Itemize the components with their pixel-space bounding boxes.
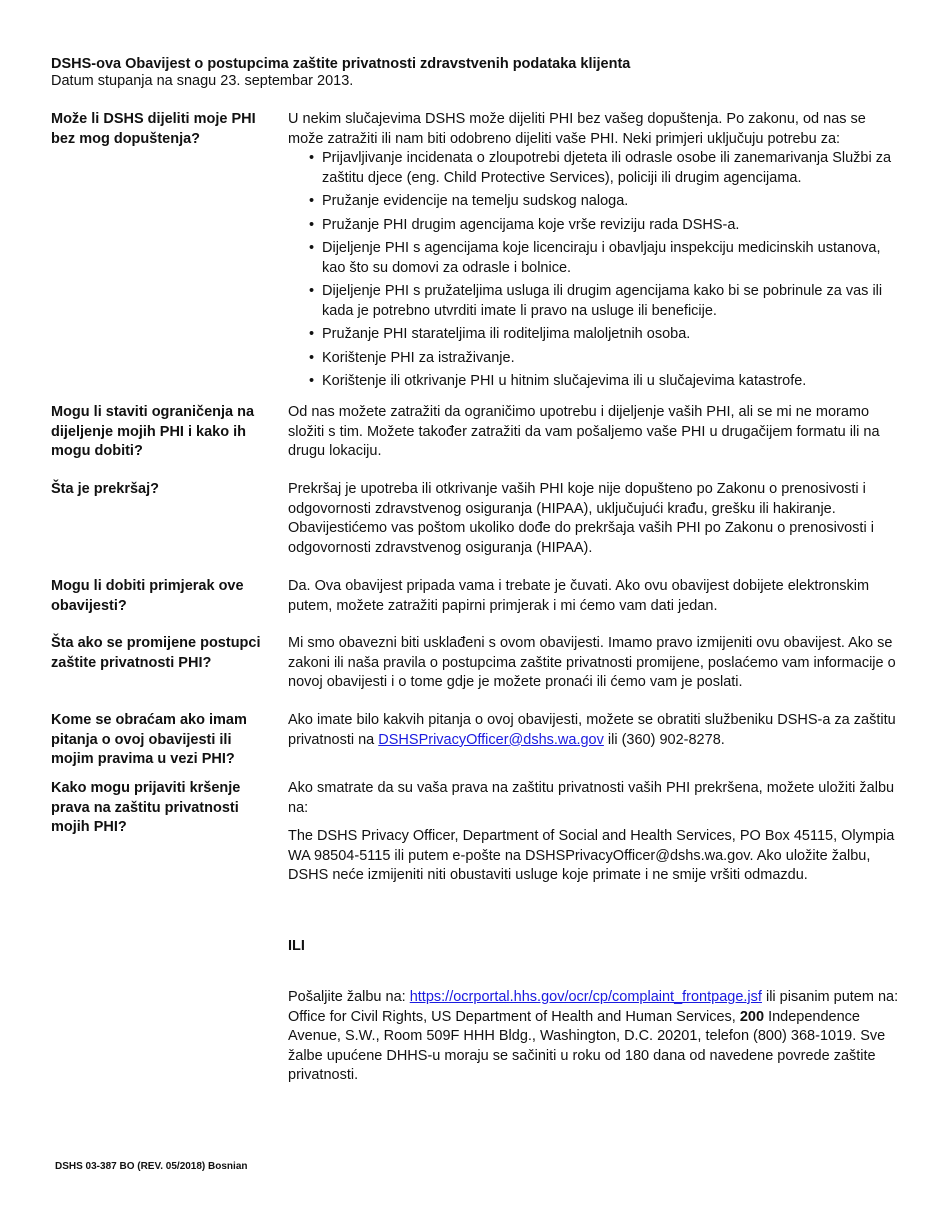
section-answer: Mi smo obavezni biti usklađeni s ovom obavijesti. Imamo pravo izmijeniti ovu obavijest. Ako se zakoni ili naša pravila o postupcima zaštite privatnosti promijene, poslaćemo vam informacije o novoj obavijesti i o tome gdje je možete pronaći ili ćemo vam je poslati.	[288, 635, 896, 690]
section-answer: Da. Ova obavijest pripada vama i trebate je čuvati. Ako ovu obavijest dobijete elektronskim putem, možete zatražiti papirni primjerak i mi ćemo vam dati jedan.	[288, 578, 870, 614]
list-item: • Prijavljivanje incidenata o zloupotrebi djeteta ili odrasle osobe ili zanemarivanja Službi za zaštitu djece (eng. Child Protective Services), policiji ili drugim agencijama.	[322, 149, 900, 188]
section-question: Šta je prekršaj?	[51, 481, 159, 497]
complaint-text: ili pisanim putem na: Office for Civil Rights, US Department of Health and Human Services,	[288, 989, 899, 1025]
list-item: • Korištenje PHI za istraživanje.	[322, 349, 900, 369]
ocr-complaint-paragraph	[288, 988, 900, 1086]
ocr-portal-link[interactable]: https://ocrportal.hhs.gov/ocr/cp/complaint_frontpage.jsf	[409, 989, 762, 1005]
list-item: • Dijeljenje PHI s agencijama koje licenciraju i obavljaju inspekciju medicinskih ustanova, kao što su domovi za odrasle i bolnice.	[322, 239, 900, 278]
list-item: • Pružanje PHI starateljima ili roditeljima maloljetnih osoba.	[322, 325, 900, 345]
complaint-text: Independence Avenue, S.W., Room 509F HHH Bldg., Washington, D.C. 20201, telefon (800) 368-1019. Sve žalbe upućene DHHS-u moraju se sačiniti u roku od 180 dana od navedene povrede zaštite privatnosti.	[288, 1008, 886, 1083]
answer-text: Ako imate bilo kakvih pitanja o ovoj obavijesti, možete se obratiti službeniku DSHS-a za zaštitu privatnosti na	[288, 712, 896, 748]
complaint-text-bold: 200	[739, 1008, 765, 1025]
section-answer	[288, 110, 900, 396]
section-question: Može li DSHS dijeliti moje PHI bez mog dopuštenja?	[51, 111, 256, 147]
answer-text: ili (360) 902-8278.	[603, 731, 725, 748]
document-title: DSHS-ova Obavijest o postupcima zaštite privatnosti zdravstvenih podataka klijenta	[51, 56, 631, 72]
examples-list	[288, 149, 900, 392]
effective-date: Datum stupanja na snagu 23. septembar 2013.	[51, 73, 354, 89]
section-answer: Od nas možete zatražiti da ograničimo upotrebu i dijeljenje vaših PHI, ali se mi ne moramo složiti s tim. Možete također zatražiti da vam pošaljemo vaše PHI u drugačijem formatu ili na drugu lokaciju.	[288, 404, 880, 459]
complaint-intro: Ako smatrate da su vaša prava na zaštitu privatnosti vaših PHI prekršena, možete uložiti žalbu na:	[288, 780, 895, 816]
list-item: • Pružanje evidencije na temelju sudskog naloga.	[322, 192, 900, 212]
section-question: Kome se obraćam ako imam pitanja o ovoj obavijesti ili mojim pravima u vezi PHI?	[51, 712, 247, 767]
privacy-officer-email-link[interactable]: DSHSPrivacyOfficer@dshs.wa.gov	[378, 731, 604, 748]
section-question: Kako mogu prijaviti kršenje prava na zaštitu privatnosti mojih PHI?	[51, 780, 241, 835]
section-answer: Prekršaj je upotreba ili otkrivanje vaših PHI koje nije dopušteno po Zakonu o prenosivosti i odgovornosti zdravstvenog osiguranja (HIPAA), uključujući krađu, grešku ili hakiranje. Obavijestićemo vas poštom ukoliko dođe do prekršaja vaših PHI po Zakonu o prenosivosti i odgovornosti zdravstvenog osiguranja (HIPAA).	[288, 481, 874, 556]
section-intro: U nekim slučajevima DSHS može dijeliti PHI bez vašeg dopuštenja. Po zakonu, od nas se može zatražiti ili nam biti odobreno dijeliti vaše PHI. Neki primjeri uključuju potrebu za:	[288, 111, 866, 147]
form-footer: DSHS 03-387 BO (REV. 05/2018) Bosnian	[55, 1161, 248, 1172]
complaint-text: Pošaljite žalbu na:	[288, 989, 410, 1005]
section-question: Šta ako se promijene postupci zaštite privatnosti PHI?	[51, 635, 261, 671]
section-question: Mogu li staviti ograničenja na dijeljenje mojih PHI i kako ih mogu dobiti?	[51, 404, 255, 459]
list-item: • Pružanje PHI drugim agencijama koje vrše reviziju rada DSHS-a.	[322, 216, 900, 236]
list-item: • Korištenje ili otkrivanje PHI u hitnim slučajevima ili u slučajevima katastrofe.	[322, 372, 900, 392]
section-answer	[288, 711, 900, 750]
section-question: Mogu li dobiti primjerak ove obavijesti?	[51, 578, 244, 614]
or-label: ILI	[288, 938, 305, 954]
list-item: • Dijeljenje PHI s pružateljima usluga ili drugim agencijama kako bi se pobrinule za vas ili kada je potrebno utvrditi imate li pravo na usluge ili beneficije.	[322, 282, 900, 321]
dshs-privacy-officer-address: The DSHS Privacy Officer, Department of Social and Health Services, PO Box 45115, Olympia WA 98504-5115 ili putem e-pošte na DSHSPrivacyOfficer@dshs.wa.gov. Ako uložite žalbu, DSHS neće izmijeniti niti obustaviti usluge koje primate i ne smije vršiti odmazdu.	[288, 828, 895, 883]
